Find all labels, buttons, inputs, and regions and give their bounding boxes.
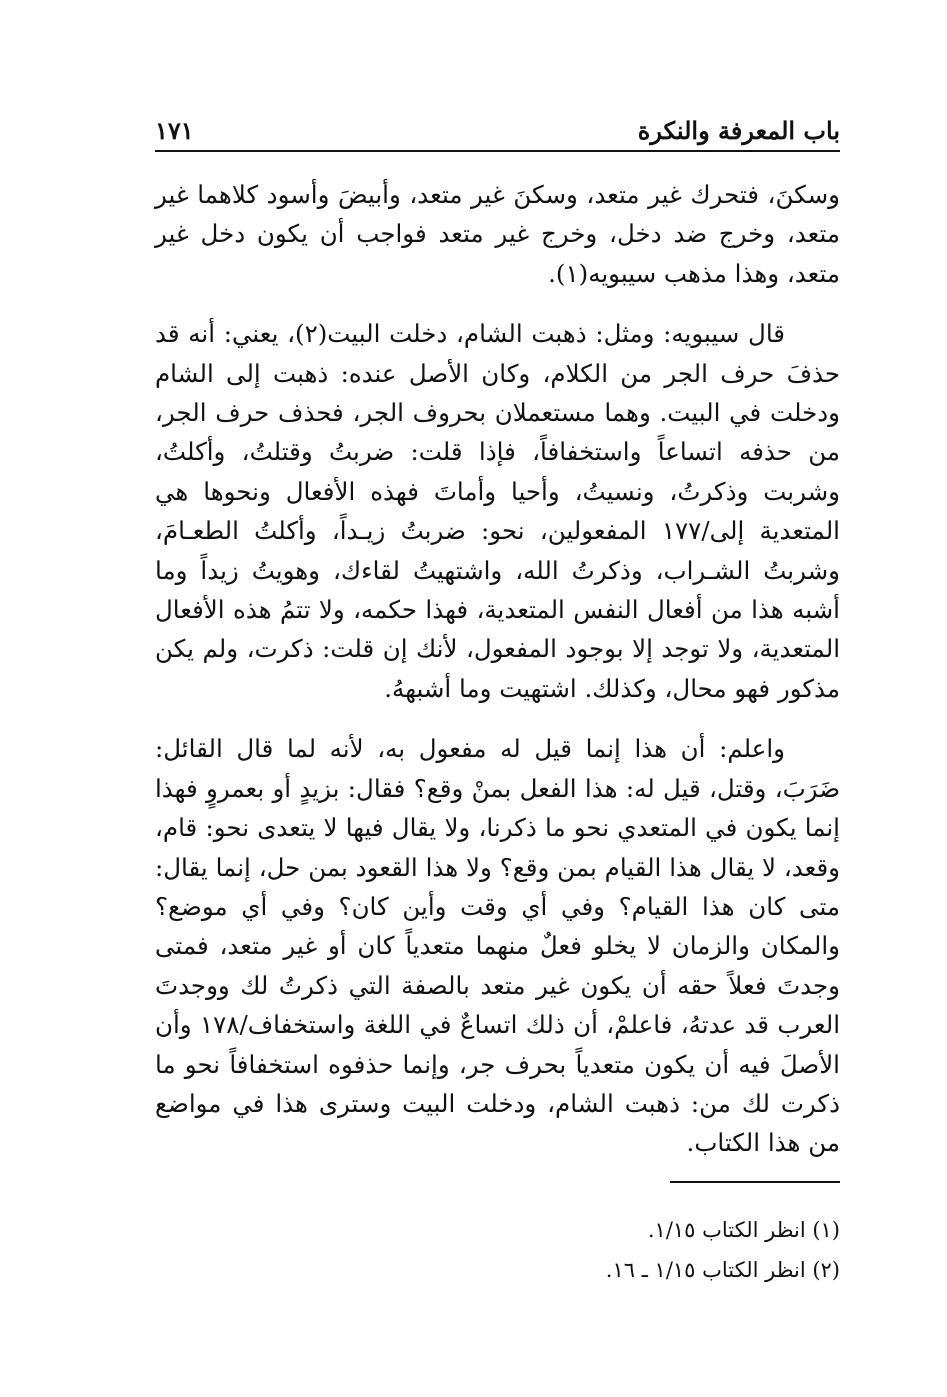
chapter-title: باب المعرفة والنكرة [637, 116, 840, 145]
running-header [155, 110, 840, 150]
footnote-divider [670, 1181, 840, 1183]
paragraph-3: واعلم: أن هذا إنما قيل له مفعول به، لأنه لما قال القائل: ضَرَبَ، وقتل، قيل له: هذا الفعل بمنْ وقع؟ فقال: بزيدٍ أو بعمروٍ فهذا إنما يكون في المتعدي نحو ما ذكرنا، ولا يقال فيها لا يتعدى نحو: قام، وقعد، لا يقال هذا القيام بمن وقع؟ ولا هذا القعود بمن حل، إنما يقال: متى كان هذا القيام؟ وفي أي وقت وأين كان؟ وفي أي موضع؟ والمكان والزمان لا يخلو فعلٌ منهما متعدياً كان أو غير متعد، فمتى وجدتَ فعلاً حقه أن يكون غير متعد بالصفة التي ذكرتُ لك ووجدتَ العرب قد عدتهُ، فاعلمْ، أن ذلك اتساعٌ في اللغة واستخفاف/١٧٨ وأن الأصلَ فيه أن يكون متعدياً بحرف جر، وإنما حذفوه استخفافاً نحو ما ذكرت لك من: ذهبت الشام، ودخلت البيت وسترى هذا في مواضع من هذا الكتاب. [155, 734, 840, 1158]
footnote-1: (١) انظر الكتاب ١/١٥. [647, 1218, 840, 1242]
main-text [155, 175, 840, 1184]
paragraph-2: قال سيبويه: ومثل: ذهبت الشام، دخلت البيت(٢)، يعني: أنه قد حذفَ حرف الجر من الكلام، وكان الأصل عنده: ذهبت إلى الشام ودخلت في البيت. وهما مستعملان بحروف الجر، فحذف حرف الجر، من حذفه اتساعاً واستخفافاً، فإذا قلت: ضربتُ وقتلتُ، وأكلتُ، وشربت وذكرتُ، ونسيتُ، وأحيا وأماتَ فهذه الأفعال ونحوها هي المتعدية إلى/١٧٧ المفعولين، نحو: ضربتُ زيـداً، وأكلتُ الطعـامَ، وشربتُ الشـراب، وذكرتُ الله، واشتهيتُ لقاءك، وهويتُ زيداً وما أشبه هذا من أفعال النفس المتعدية، فهذا حكمه، ولا تتمُ هذه الأفعال المتعدية، ولا توجد إلا بوجود المفعول، لأنك إن قلت: ذكرت، ولم يكن مذكور فهو محال، وكذلك. اشتهيت وما أشبههُ. [155, 319, 840, 703]
header-divider [155, 150, 840, 152]
page-number: ١٧١ [155, 116, 194, 145]
footnote-2: (٢) انظر الكتاب ١/١٥ ـ ١٦. [605, 1258, 840, 1282]
footnotes [155, 1210, 840, 1290]
paragraph-1: وسكنَ، فتحرك غير متعد، وسكنَ غير متعد، وأبيضَ وأسود كلاهما غير متعد، وخرج ضد دخل، وخرج غير متعد فواجب أن يكون دخل غير متعد، وهذا مذهب سيبويه(١). [155, 180, 840, 288]
